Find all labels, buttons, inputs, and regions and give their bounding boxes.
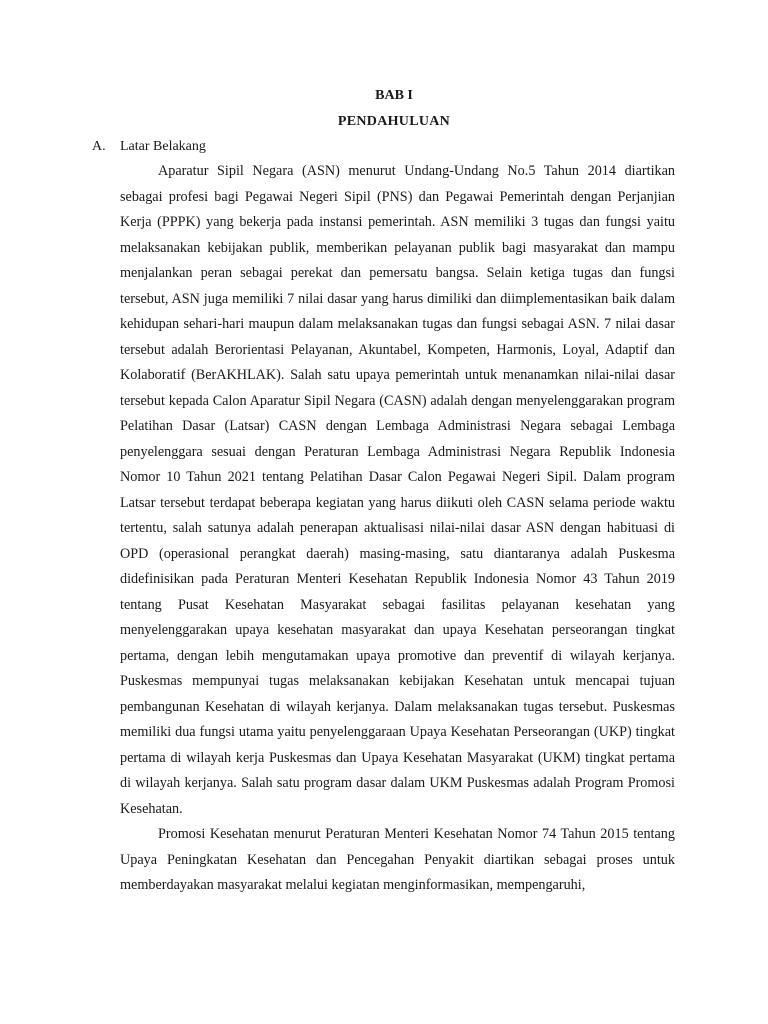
section-heading [92,137,206,157]
section-title: Latar Belakang [120,139,206,154]
chapter-number: BAB I [375,88,413,103]
section-marker: A. [92,139,106,154]
paragraph-1: Aparatur Sipil Negara (ASN) menurut Undang-Undang No.5 Tahun 2014 diartikan sebagai profesi bagi Pegawai Negeri Sipil (PNS) dan Pegawai Pemerintah dengan Perjanjian Kerja (PPPK) yang bekerja pada instansi pemerintah. ASN memiliki 3 tugas dan fungsi yaitu melaksanakan kebijakan publik, memberikan pelayanan publik bagi masyarakat dan mampu menjalankan peran sebagai perekat dan pemersatu bangsa. Selain ketiga tugas dan fungsi tersebut, ASN juga memiliki 7 nilai dasar yang harus dimiliki dan diimplementasikan baik dalam kehidupan sehari-hari maupun dalam melaksanakan tugas dan fungsi sebagai ASN. 7 nilai dasar tersebut adalah Berorientasi Pelayanan, Akuntabel, Kompeten, Harmonis, Loyal, Adaptif dan Kolaboratif (BerAKHLAK). Salah satu upaya pemerintah untuk menanamkan nilai-nilai dasar tersebut kepada Calon Aparatur Sipil Negara (CASN) adalah dengan menyelenggarakan program Pelatihan Dasar (Latsar) CASN dengan Lembaga Administrasi Negara sebagai Lembaga penyelenggara sesuai dengan Peraturan Lembaga Administrasi Negara Republik Indonesia Nomor 10 Tahun 2021 tentang Pelatihan Dasar Calon Pegawai Negeri Sipil. Dalam program Latsar tersebut terdapat beberapa kegiatan yang harus diikuti oleh CASN selama periode waktu tertentu, salah satunya adalah penerapan aktualisasi nilai-nilai dasar ASN dengan habituasi di OPD (operasional perangkat daerah) masing-masing, satu diantaranya adalah Puskesma didefinisikan pada Peraturan Menteri Kesehatan Republik Indonesia Nomor 43 Tahun 2019 tentang Pusat Kesehatan Masyarakat sebagai fasilitas pelayanan kesehatan yang menyelenggarakan upaya kesehatan masyarakat dan upaya Kesehatan perseorangan tingkat pertama, dengan lebih mengutamakan upaya promotive dan preventif di wilayah kerjanya. Puskesmas mempunyai tugas melaksanakan kebijakan Kesehatan untuk mencapai tujuan pembangunan Kesehatan di wilayah kerjanya. Dalam melaksanakan tugas tersebut. Puskesmas memiliki dua fungsi utama yaitu penyelenggaraan Upaya Kesehatan Perseorangan (UKP) tingkat pertama di wilayah kerja Puskesmas dan Upaya Kesehatan Masyarakat (UKM) tingkat pertama di wilayah kerjanya. Salah satu program dasar dalam UKM Puskesmas adalah Program Promosi Kesehatan. [120,163,675,817]
chapter-title: PENDAHULUAN [337,114,451,129]
body-text [120,159,675,899]
paragraph-2: Promosi Kesehatan menurut Peraturan Menteri Kesehatan Nomor 74 Tahun 2015 tentang Upaya Peningkatan Kesehatan dan Pencegahan Penyakit diartikan sebagai proses untuk memberdayakan masyarakat melalui kegiatan menginformasikan, mempengaruhi, [120,826,675,893]
